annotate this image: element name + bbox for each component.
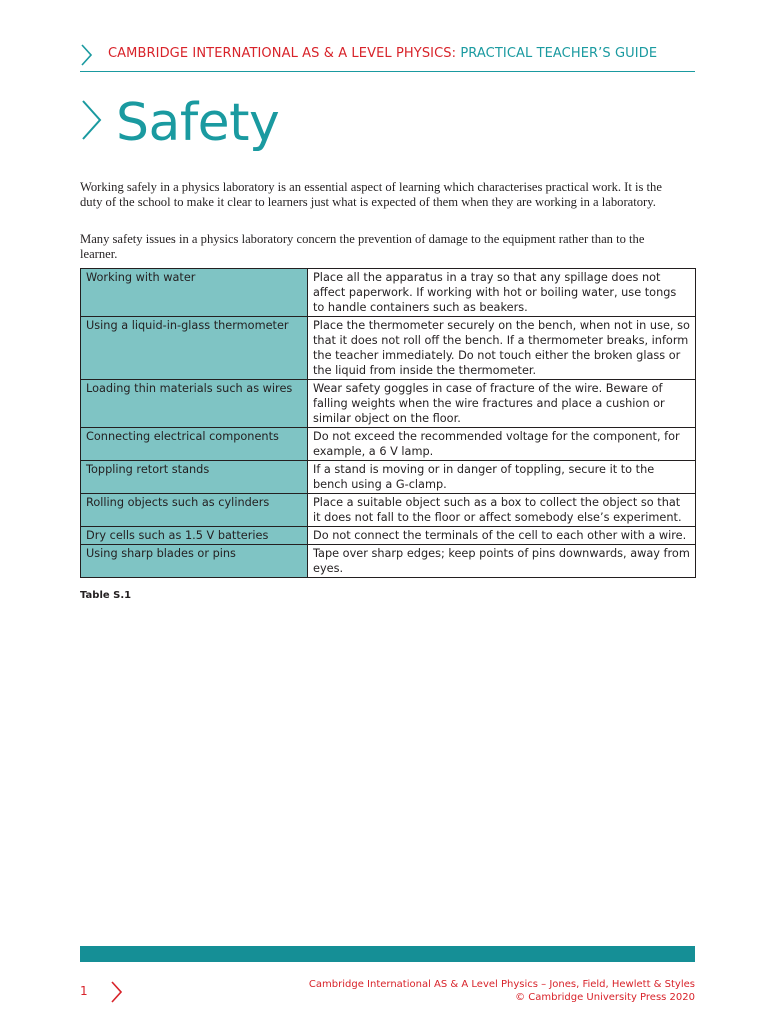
precaution-cell: Place all the apparatus in a tray so that any spillage does not affect paperwork. If working with hot or boiling water, use tongs to handle containers such as beakers. bbox=[308, 269, 696, 317]
footer-bar bbox=[80, 946, 695, 962]
precaution-cell: Place the thermometer securely on the bench, when not in use, so that it does not roll off the bench. If a thermometer breaks, inform the teacher immediately. Do not touch either the broken glass or the liquid from inside the thermometer. bbox=[308, 317, 696, 380]
page-number: 1 bbox=[80, 984, 88, 998]
header-chevron-icon bbox=[80, 44, 92, 66]
hazard-cell: Rolling objects such as cylinders bbox=[81, 494, 308, 527]
table-row bbox=[81, 428, 696, 461]
precaution-cell: Wear safety goggles in case of fracture of the wire. Beware of falling weights when the wire fractures and place a cushion or similar object on the floor. bbox=[308, 380, 696, 428]
hazard-cell: Toppling retort stands bbox=[81, 461, 308, 494]
table-row bbox=[81, 545, 696, 578]
hazard-cell: Working with water bbox=[81, 269, 308, 317]
next-page-chevron-icon bbox=[110, 981, 122, 1003]
table-row bbox=[81, 269, 696, 317]
table-caption: Table S.1 bbox=[80, 590, 132, 601]
running-header bbox=[108, 46, 657, 61]
intro-paragraph: Working safely in a physics laboratory is an essential aspect of learning which characterises practical work. It is the duty of the school to make it clear to learners just what is expected of them when they are working in a laboratory. bbox=[80, 180, 662, 209]
header-series-title: CAMBRIDGE INTERNATIONAL AS & A LEVEL PHYSICS: bbox=[108, 46, 457, 61]
precaution-cell: Tape over sharp edges; keep points of pins downwards, away from eyes. bbox=[308, 545, 696, 578]
table-row bbox=[81, 494, 696, 527]
header-guide-title: PRACTICAL TEACHER’S GUIDE bbox=[460, 46, 658, 61]
table-row bbox=[81, 527, 696, 545]
precaution-cell: Do not exceed the recommended voltage for the component, for example, a 6 V lamp. bbox=[308, 428, 696, 461]
footer-credit-authors: Cambridge International AS & A Level Physics – Jones, Field, Hewlett & Styles bbox=[308, 979, 695, 990]
precaution-cell: If a stand is moving or in danger of toppling, secure it to the bench using a G-clamp. bbox=[308, 461, 696, 494]
footer-copyright: © Cambridge University Press 2020 bbox=[515, 992, 695, 1003]
header-rule bbox=[80, 71, 695, 72]
title-chevron-icon bbox=[80, 99, 102, 141]
hazard-cell: Dry cells such as 1.5 V batteries bbox=[81, 527, 308, 545]
safety-issues-paragraph: Many safety issues in a physics laboratory concern the prevention of damage to the equipment rather than to the learner. bbox=[80, 232, 645, 261]
precaution-cell: Do not connect the terminals of the cell to each other with a wire. bbox=[308, 527, 696, 545]
safety-table bbox=[80, 268, 696, 578]
precaution-cell: Place a suitable object such as a box to collect the object so that it does not fall to the floor or affect somebody else’s experiment. bbox=[308, 494, 696, 527]
hazard-cell: Using sharp blades or pins bbox=[81, 545, 308, 578]
table-row bbox=[81, 380, 696, 428]
hazard-cell: Loading thin materials such as wires bbox=[81, 380, 308, 428]
page-title: Safety bbox=[116, 93, 280, 153]
hazard-cell: Using a liquid-in-glass thermometer bbox=[81, 317, 308, 380]
footer-credit bbox=[309, 978, 695, 1004]
table-row bbox=[81, 317, 696, 380]
table-row bbox=[81, 461, 696, 494]
hazard-cell: Connecting electrical components bbox=[81, 428, 308, 461]
